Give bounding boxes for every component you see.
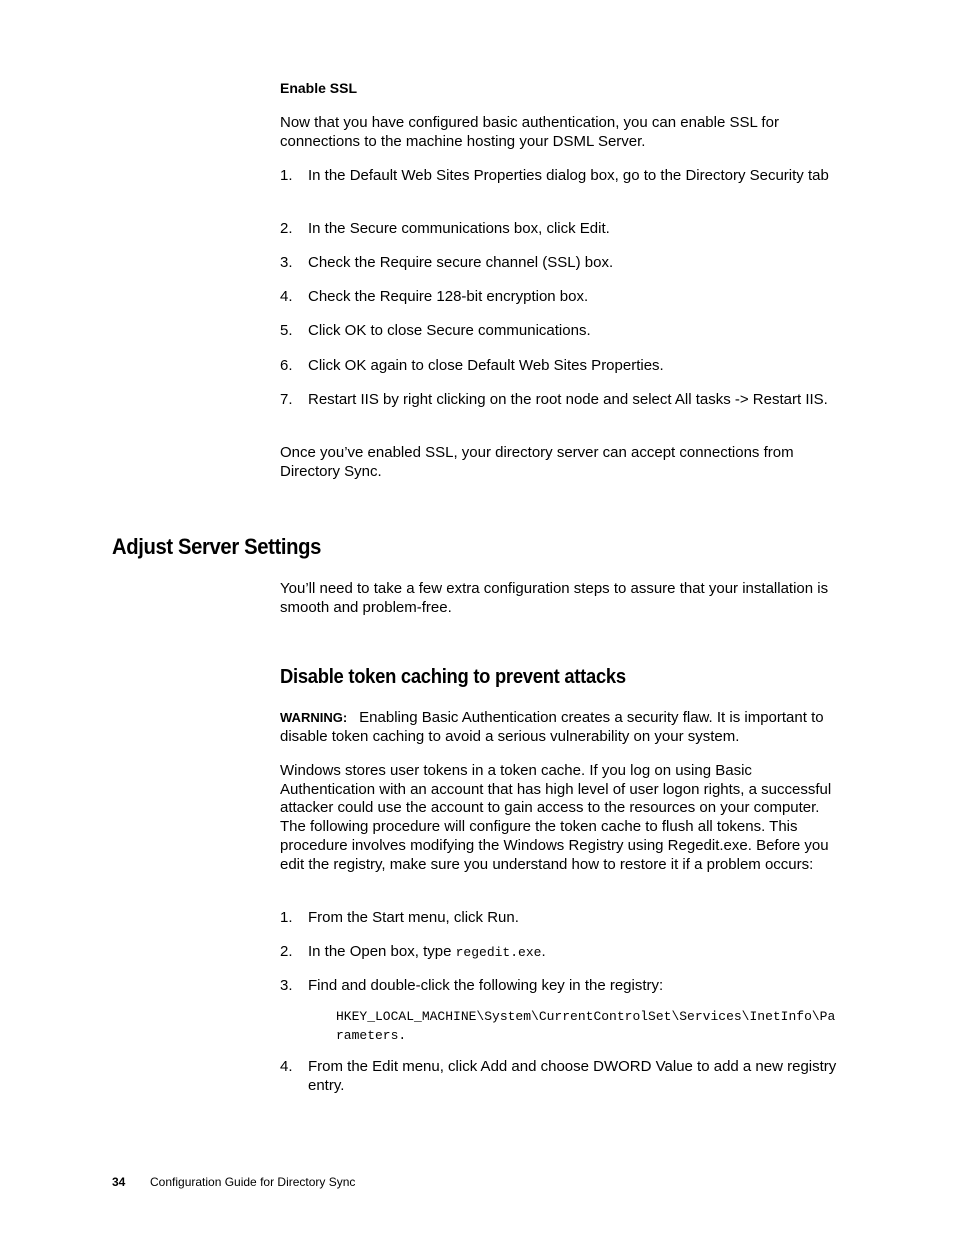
list-item-number: 2. [280,943,293,960]
list-item-text: Find and double-click the following key in the registry: [308,977,664,994]
list-item-text: In the Secure communications box, click Edit. [308,220,610,237]
adjust-intro: You’ll need to take a few extra configuration steps to assure that your installation is smooth and problem-free. [280,580,829,616]
list-item-number: 2. [280,220,293,237]
step2-suffix: . [541,943,546,960]
list-item-number: 3. [280,254,293,271]
section-heading-enable-ssl: Enable SSL [280,80,358,96]
footer-title: Configuration Guide for Directory Sync [150,1175,356,1189]
list-item-number: 1. [280,909,293,926]
warning-text: Enabling Basic Authentication creates a security flaw. It is important to disable token caching to avoid a serious vulnerability on your system. [280,709,824,745]
list-item-number: 1. [280,167,293,184]
list-item-text: From the Edit menu, click Add and choose DWORD Value to add a new registry entry. [308,1058,837,1094]
enable-ssl-intro: Now that you have configured basic authentication, you can enable SSL for connections to the machine hosting your DSML Server. [280,114,779,150]
list-item-number: 6. [280,357,293,374]
subsection-heading-disable-token-caching: Disable token caching to prevent attacks [280,666,626,688]
list-item-text: Check the Require 128-bit encryption box. [308,288,589,305]
enable-ssl-outro: Once you’ve enabled SSL, your directory server can accept connections from Directory Sync. [280,444,794,480]
list-item-number: 7. [280,391,293,408]
list-item-number: 4. [280,288,293,305]
section-heading-adjust-server-settings: Adjust Server Settings [112,534,321,559]
list-item-text: Click OK again to close Default Web Sites Properties. [308,357,664,374]
registry-key-code: HKEY_LOCAL_MACHINE\System\CurrentControlSet\Services\InetInfo\Parameters. [336,1009,836,1043]
token-cache-paragraph: Windows stores user tokens in a token cache. If you log on using Basic Authentication with an account that has high level of user logon rights, a successful attacker could use the account to gain access to the resources on your computer. The following procedure will configure the token cache to flush all tokens. This procedure involves modifying the Windows Registry using Regedit.exe. Before you edit the registry, make sure you understand how to restore it if a problem occurs: [280,762,832,873]
list-item-number: 5. [280,322,293,339]
step2-prefix: In the Open box, type [308,943,456,960]
list-item-number: 3. [280,977,293,994]
inline-code-regedit: regedit.exe [455,945,542,960]
warning-note [280,709,840,746]
list-item-number: 4. [280,1058,293,1075]
list-item-text: Check the Require secure channel (SSL) box. [308,254,614,271]
list-item-text: From the Start menu, click Run. [308,909,519,926]
list-item-text: In the Default Web Sites Properties dialog box, go to the Directory Security tab [308,167,829,184]
list-item-text [308,943,838,963]
list-item-text: Restart IIS by right clicking on the root node and select All tasks -> Restart IIS. [308,391,828,408]
list-item-text: Click OK to close Secure communications. [308,322,591,339]
page-number: 34 [112,1175,126,1189]
warning-label: WARNING: [280,710,348,725]
